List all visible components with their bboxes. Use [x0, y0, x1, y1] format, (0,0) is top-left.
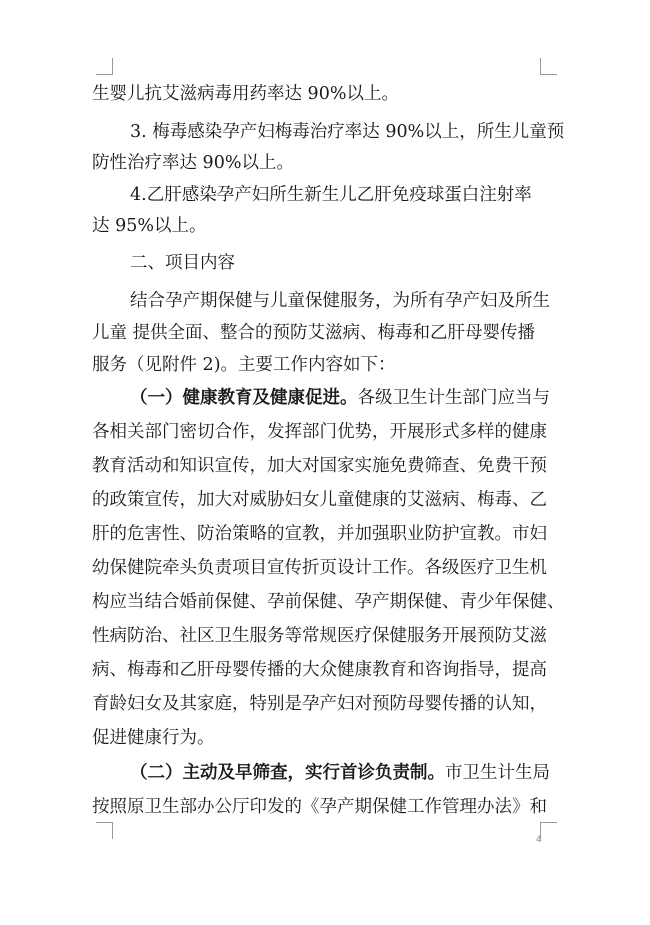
text-line-19: 育龄妇女及其家庭，特别是孕产妇对预防母婴传播的认知， [92, 694, 547, 714]
text-line-13: 的政策宣传，加大对威胁妇女儿童健康的艾滋病、梅毒、乙 [92, 490, 547, 510]
text-line-4: 4.乙肝感染孕产妇所生新生儿乙肝免疫球蛋白注射率 [130, 185, 532, 205]
text-line-11: 各相关部门密切合作，发挥部门优势，开展形式多样的健康 [92, 422, 547, 442]
paragraph-1-first-line: （一）健康教育及健康促进。各级卫生计生部门应当与 [130, 388, 550, 408]
text-line-22: 按照原卫生部办公厅印发的《孕产期保健工作管理办法》和 [92, 797, 547, 817]
text-line-7: 结合孕产期保健与儿童保健服务，为所有孕产妇及所生 [130, 291, 550, 311]
text-line-20: 促进健康行为。 [92, 728, 215, 748]
paragraph-2-first-line: （二）主动及早筛查，实行首诊负责制。市卫生计生局 [130, 763, 550, 783]
text-line-16: 构应当结合婚前保健、孕前保健、孕产期保健、青少年保健、 [92, 592, 565, 612]
text-line-9: 服务（见附件 2)。主要工作内容如下： [92, 355, 396, 375]
text-line-1: 生婴儿抗艾滋病毒用药率达 90%以上。 [92, 84, 399, 104]
margin-mark-bottom-right [540, 822, 557, 839]
text-line-5: 达 95%以上。 [92, 216, 207, 236]
subheading-1: （一）健康教育及健康促进。 [130, 388, 358, 408]
text-line-18: 病、梅毒和乙肝母婴传播的大众健康教育和咨询指导，提高 [92, 660, 547, 680]
page-number: 4 [536, 835, 542, 845]
margin-mark-top-right [540, 58, 557, 75]
text-line-14: 肝的危害性、防治策略的宣教，并加强职业防护宣教。市妇 [92, 524, 547, 544]
text-line-2: 3. 梅毒感染孕产妇梅毒治疗率达 90%以上，所生儿童预 [130, 122, 565, 142]
text-line-12: 教育活动和知识宣传，加大对国家实施免费筛查、免费干预 [92, 456, 547, 476]
text-line-3: 防性治疗率达 90%以上。 [92, 153, 294, 173]
text-line-17: 性病防治、社区卫生服务等常规医疗保健服务开展预防艾滋 [92, 626, 547, 646]
text-line-8: 儿童 提供全面、整合的预防艾滋病、梅毒和乙肝母婴传播 [92, 323, 536, 343]
subheading-2: （二）主动及早筛查，实行首诊负责制。 [130, 763, 445, 783]
text-line-15: 幼保健院牵头负责项目宣传折页设计工作。各级医疗卫生机 [92, 558, 547, 578]
margin-mark-bottom-left [96, 822, 113, 839]
section-heading: 二、项目内容 [130, 253, 235, 273]
margin-mark-top-left [96, 58, 113, 75]
